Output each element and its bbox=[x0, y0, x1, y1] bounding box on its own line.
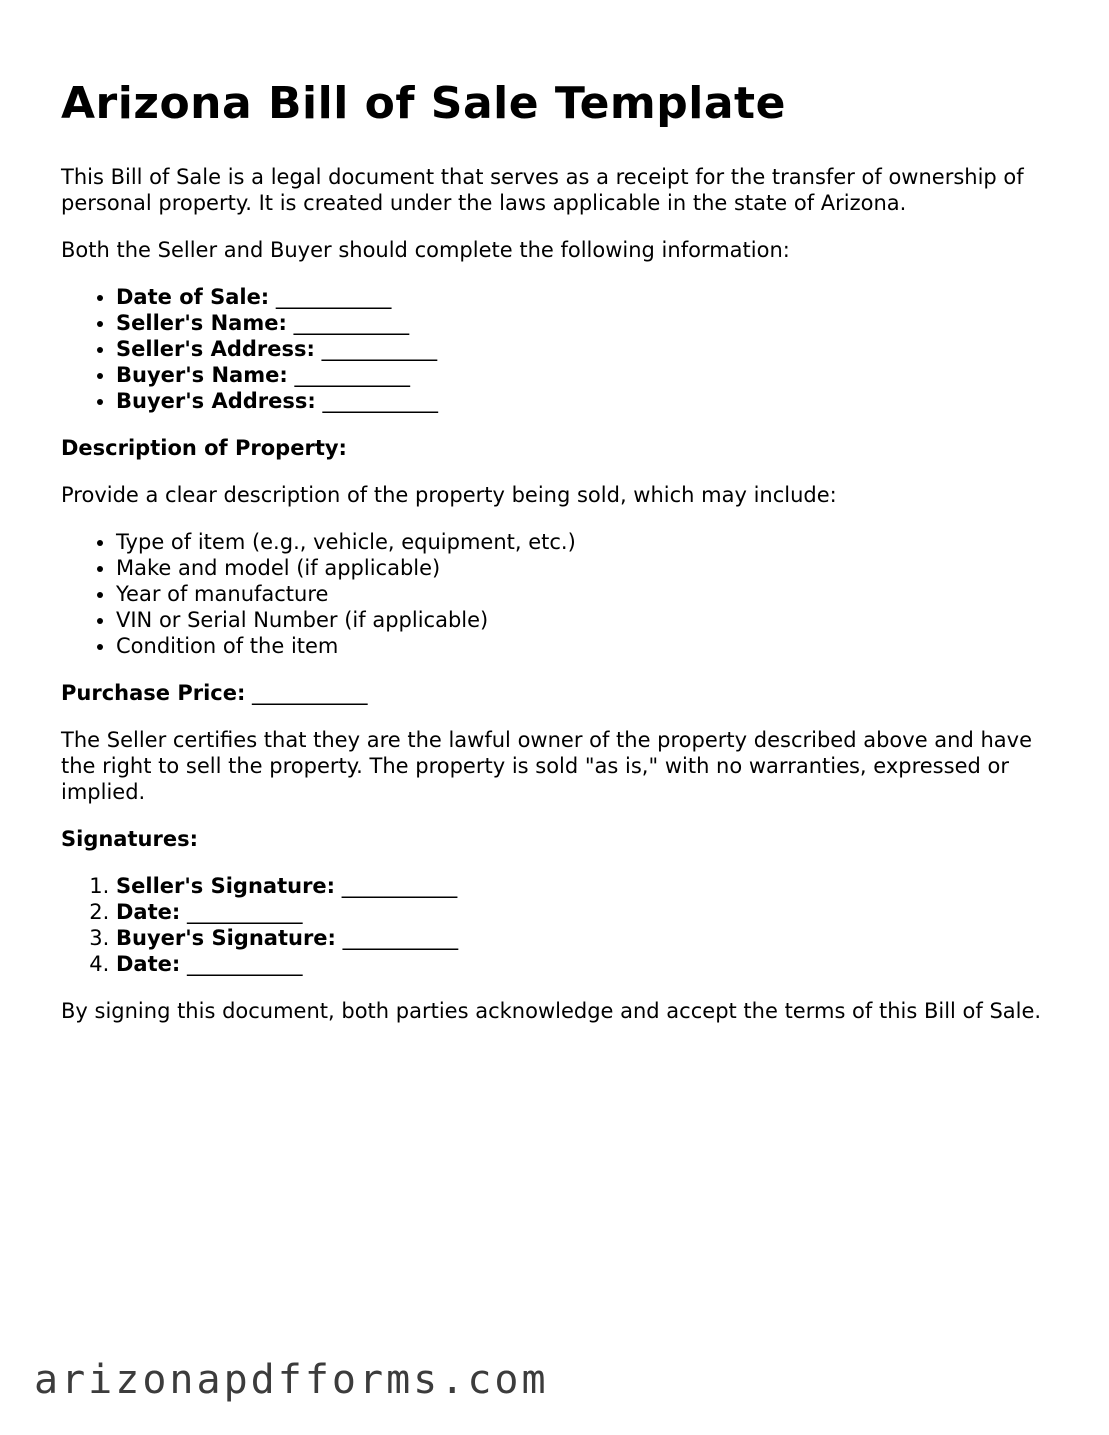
field-label-seller-name: Seller's Name: bbox=[116, 311, 287, 335]
list-item: • Make and model (if applicable) bbox=[116, 555, 1051, 581]
document-page bbox=[61, 76, 1051, 1045]
description-heading: Description of Property: bbox=[61, 436, 347, 460]
description-intro: Provide a clear description of the property being sold, which may include: bbox=[61, 483, 837, 507]
seller-date-label: Date: bbox=[116, 900, 181, 924]
list-item bbox=[116, 951, 1051, 977]
closing-paragraph: By signing this document, both parties acknowledge and accept the terms of this Bill of Sale. bbox=[61, 999, 1042, 1023]
list-item bbox=[116, 336, 1051, 362]
field-label-seller-address: Seller's Address: bbox=[116, 337, 315, 361]
description-list bbox=[61, 529, 1051, 659]
fill-blank: ___________ bbox=[293, 311, 410, 335]
fill-blank: ___________ bbox=[342, 926, 459, 950]
list-item bbox=[116, 284, 1051, 310]
signatures-list bbox=[61, 873, 1051, 977]
signatures-heading: Signatures: bbox=[61, 827, 198, 851]
list-item bbox=[116, 899, 1051, 925]
fill-blank: ___________ bbox=[294, 363, 410, 387]
intro-paragraph: This Bill of Sale is a legal document that serves as a receipt for the transfer of ownership of personal property. It is created under the laws applicable in the state of Arizona. bbox=[61, 165, 1024, 215]
purchase-price-line bbox=[61, 680, 1051, 706]
seller-signature-label: Seller's Signature: bbox=[116, 874, 336, 898]
fill-blank: ___________ bbox=[321, 337, 438, 361]
list-item: • Condition of the item bbox=[116, 633, 1051, 659]
document-title: Arizona Bill of Sale Template bbox=[61, 78, 786, 129]
list-item: • VIN or Serial Number (if applicable) bbox=[116, 607, 1051, 633]
fill-blank: ___________ bbox=[275, 285, 392, 309]
field-label-date-of-sale: Date of Sale: bbox=[116, 285, 270, 309]
list-item bbox=[116, 362, 1051, 388]
buyer-date-label: Date: bbox=[116, 952, 181, 976]
field-label-buyer-address: Buyer's Address: bbox=[116, 389, 316, 413]
fill-blank: ___________ bbox=[252, 681, 368, 705]
certification-paragraph: The Seller certifies that they are the lawful owner of the property described above and have the right to sell the property. The property is sold "as is," with no warranties, expressed or implied. bbox=[61, 728, 1032, 804]
fill-blank: ___________ bbox=[322, 389, 438, 413]
fill-blank: ___________ bbox=[186, 900, 303, 924]
list-item bbox=[116, 925, 1051, 951]
party-fields-list bbox=[61, 284, 1051, 414]
purchase-price-label: Purchase Price: bbox=[61, 681, 246, 705]
list-item bbox=[116, 310, 1051, 336]
list-item bbox=[116, 873, 1051, 899]
fill-blank: ___________ bbox=[341, 874, 458, 898]
fill-blank: ___________ bbox=[186, 952, 303, 976]
list-item bbox=[116, 388, 1051, 414]
site-watermark: arizonapdfforms.com bbox=[34, 1357, 549, 1403]
instructions-paragraph: Both the Seller and Buyer should complete the following information: bbox=[61, 238, 790, 262]
list-item: • Type of item (e.g., vehicle, equipment, etc.) bbox=[116, 529, 1051, 555]
field-label-buyer-name: Buyer's Name: bbox=[116, 363, 288, 387]
list-item: • Year of manufacture bbox=[116, 581, 1051, 607]
buyer-signature-label: Buyer's Signature: bbox=[116, 926, 336, 950]
